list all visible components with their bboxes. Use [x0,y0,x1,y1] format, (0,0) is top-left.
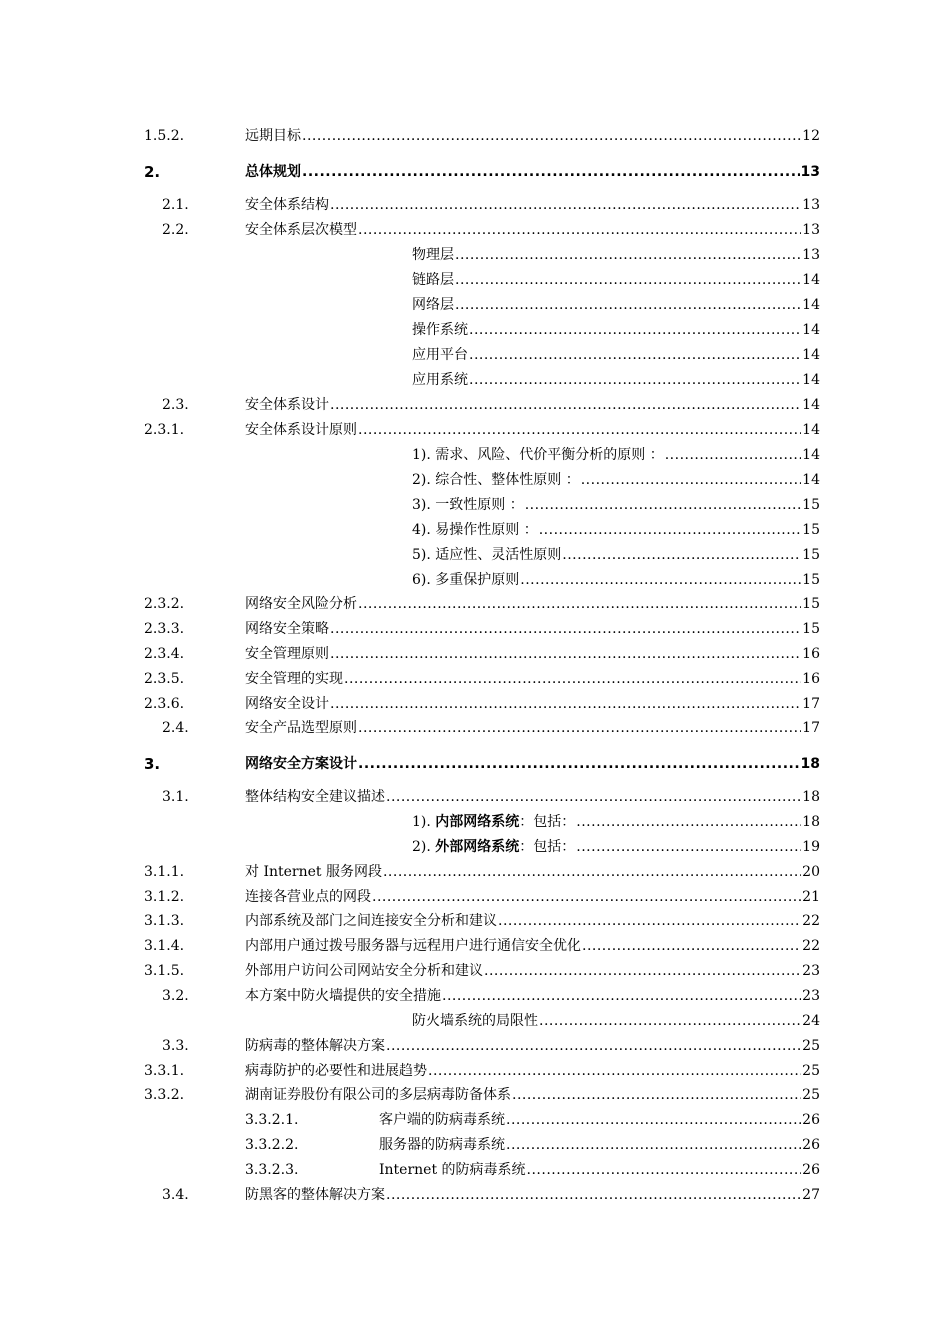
toc-entry [245,592,820,616]
toc-leader [576,835,801,859]
toc-page: 15 [802,547,820,563]
toc-entry [245,785,820,809]
toc-row[interactable] [0,885,950,909]
toc-title: 服务器的防病毒系统 [379,1137,505,1153]
toc-entry [245,418,820,442]
toc-page: 12 [802,128,820,144]
toc-title: 网络安全风险分析 [245,596,357,612]
toc-row[interactable] [0,193,950,217]
toc-row[interactable] [0,860,950,884]
toc-row-chapter[interactable] [0,752,950,776]
toc-leader [302,124,801,148]
toc-entry [245,667,820,691]
toc-row[interactable] [0,1183,950,1207]
toc-row[interactable] [0,1009,950,1033]
toc-entry [412,835,820,859]
toc-page: 26 [802,1162,820,1178]
toc-title [412,810,575,834]
toc-title: 对 Internet 服务网段 [245,864,382,880]
toc-leader [484,959,801,983]
toc-entry [245,218,820,242]
toc-page: 21 [802,889,820,905]
toc-entry [245,617,820,641]
toc-entry [245,1059,820,1083]
toc-title: 安全管理原则 [245,646,329,662]
toc-page: 13 [802,222,820,238]
toc-row[interactable] [0,984,950,1008]
toc-number: 3.3.2. [144,1087,185,1103]
toc-page: 15 [802,596,820,612]
toc-number: 3.3.2.3. [245,1162,299,1178]
toc-leader [455,293,801,317]
toc-row-chapter[interactable] [0,160,950,184]
toc-page: 18 [802,789,820,805]
toc-leader [665,443,801,467]
toc-leader [386,1034,801,1058]
toc-leader [455,268,801,292]
toc-page: 27 [802,1187,820,1203]
toc-entry [245,193,820,217]
toc-leader [383,860,801,884]
toc-page: 14 [802,272,820,288]
toc-entry [245,642,820,666]
toc-number: 2.4. [162,720,189,736]
toc-entry [412,493,820,517]
toc-entry [245,692,820,716]
toc-page: 14 [802,447,820,463]
toc-title: 连接各营业点的网段 [245,889,371,905]
toc-page: 25 [802,1063,820,1079]
toc-number: 2.3.3. [144,621,185,637]
toc-row[interactable] [0,568,950,592]
toc-row[interactable] [0,692,950,716]
toc-page: 15 [802,522,820,538]
toc-title: 网络安全设计 [245,696,329,712]
toc-title: 网络层 [412,297,454,313]
toc-row[interactable] [0,393,950,417]
toc-title: 病毒防护的必要性和进展趋势 [245,1063,427,1079]
toc-page: 23 [802,988,820,1004]
toc-title: 安全体系设计原则 [245,422,357,438]
toc-title: 应用系统 [412,372,468,388]
toc-leader [344,667,801,691]
toc-leader [358,752,800,776]
toc-page: 20 [802,864,820,880]
toc-leader [498,909,801,933]
toc-title: 本方案中防火墙提供的安全措施 [245,988,441,1004]
toc-title: 远期目标 [245,128,301,144]
toc-title: 安全体系结构 [245,197,329,213]
toc-entry [245,752,820,776]
toc-entry [245,984,820,1008]
toc-row[interactable] [0,1133,950,1157]
toc-leader [576,810,801,834]
toc-entry [412,293,820,317]
toc-entry [245,934,820,958]
toc-page: 25 [802,1038,820,1054]
toc-entry [245,160,820,184]
toc-page: 17 [802,696,820,712]
toc-leader [442,984,801,1008]
toc-number: 3.1.4. [144,938,185,954]
toc-page: 17 [802,720,820,736]
toc-number: 3.1.5. [144,963,185,979]
toc-page: 25 [802,1087,820,1103]
toc-entry [412,243,820,267]
toc-row[interactable] [0,785,950,809]
toc-row[interactable] [0,443,950,467]
toc-leader [506,1133,801,1157]
toc-title: 总体规划 [245,164,301,180]
toc-entry [379,1108,820,1132]
toc-number: 3.3.1. [144,1063,185,1079]
toc-row[interactable] [0,368,950,392]
toc-number: 2.3.4. [144,646,185,662]
toc-row[interactable] [0,1108,950,1132]
toc-row[interactable] [0,493,950,517]
toc-entry [412,268,820,292]
toc-title: 3). 一致性原则 ： [412,497,524,513]
toc-page: 14 [802,347,820,363]
toc-number: 2.3.1. [144,422,185,438]
toc-row[interactable] [0,617,950,641]
toc-title: 客户端的防病毒系统 [379,1112,505,1128]
toc-entry [412,443,820,467]
toc-leader [520,568,801,592]
toc-title: 6). 多重保护原则 [412,572,520,588]
toc-row[interactable] [0,343,950,367]
toc-leader [527,1158,802,1182]
toc-title: 网络安全方案设计 [245,756,357,772]
toc-entry [245,1083,820,1107]
toc-leader [512,1083,801,1107]
toc-number: 3. [144,755,161,773]
toc-row[interactable] [0,418,950,442]
toc-row[interactable] [0,243,950,267]
toc-leader [358,716,801,740]
toc-title: 1). 需求、风险、代价平衡分析的原则 ： [412,447,664,463]
toc-row[interactable] [0,642,950,666]
toc-title-prefix: 2). [412,839,436,855]
toc-number: 2.3.2. [144,596,185,612]
toc-title-rest: ：包括： [519,814,576,830]
toc-entry [245,909,820,933]
toc-row[interactable] [0,716,950,740]
toc-number: 3.1.3. [144,913,185,929]
toc-entry [245,959,820,983]
toc-title: 物理层 [412,247,454,263]
toc-number: 2.3.6. [144,696,185,712]
toc-entry [245,1034,820,1058]
toc-leader [581,468,801,492]
toc-leader [455,243,801,267]
toc-entry [245,393,820,417]
toc-row[interactable] [0,293,950,317]
toc-title: Internet 的防病毒系统 [379,1162,526,1178]
toc-leader [469,343,801,367]
toc-number: 3.1. [162,789,189,805]
toc-entry [412,518,820,542]
toc-row[interactable] [0,124,950,148]
toc-leader [358,592,801,616]
toc-leader [582,934,801,958]
toc-row[interactable] [0,318,950,342]
toc-title: 安全体系层次模型 [245,222,357,238]
toc-leader [330,617,801,641]
toc-title: 防病毒的整体解决方案 [245,1038,385,1054]
toc-page: 15 [802,497,820,513]
toc-title [412,835,575,859]
toc-title-prefix: 1). [412,814,436,830]
toc-leader [469,368,801,392]
toc-page: 14 [802,472,820,488]
toc-row[interactable] [0,667,950,691]
toc-title: 网络安全策略 [245,621,329,637]
toc-title: 湖南证券股份有限公司的多层病毒防备体系 [245,1087,511,1103]
toc-title-bold: 内部网络系统 [435,814,520,830]
toc-number: 3.1.1. [144,864,185,880]
toc-row[interactable] [0,268,950,292]
toc-leader [469,318,801,342]
toc-entry [245,124,820,148]
toc-number: 2.3. [162,397,189,413]
toc-leader [386,785,801,809]
toc-page: 13 [800,164,820,180]
toc-row[interactable] [0,959,950,983]
toc-title: 防火墙系统的局限性 [412,1013,538,1029]
toc-title: 防黑客的整体解决方案 [245,1187,385,1203]
toc-entry [412,1009,820,1033]
toc-leader [562,543,801,567]
toc-number: 2. [144,163,161,181]
toc-page: 18 [800,756,820,772]
toc-page: 14 [802,297,820,313]
toc-page: 22 [802,913,820,929]
toc-entry [412,810,820,834]
toc-page: 13 [802,247,820,263]
toc-page: 26 [802,1112,820,1128]
toc-title: 链路层 [412,272,454,288]
toc-row[interactable] [0,1158,950,1182]
toc-entry [245,860,820,884]
toc-page: 15 [802,621,820,637]
toc-page: 14 [802,397,820,413]
toc-page: 16 [802,671,820,687]
toc-leader [539,518,801,542]
toc-entry [412,368,820,392]
toc-page: 26 [802,1137,820,1153]
toc-number: 3.3.2.2. [245,1137,299,1153]
toc-number: 2.3.5. [144,671,185,687]
toc-row[interactable] [0,468,950,492]
toc-page: 14 [802,322,820,338]
toc-row[interactable] [0,1034,950,1058]
toc-entry [379,1158,820,1182]
toc-entry [245,716,820,740]
toc-number: 2.2. [162,222,189,238]
toc-leader [525,493,801,517]
toc-title: 内部用户通过拨号服务器与远程用户进行通信安全优化 [245,938,581,954]
toc-title: 操作系统 [412,322,468,338]
toc-row[interactable] [0,934,950,958]
toc-row[interactable] [0,909,950,933]
toc-title-rest: ：包括： [519,839,576,855]
toc-leader [330,193,801,217]
toc-number: 3.3. [162,1038,189,1054]
toc-number: 3.1.2. [144,889,185,905]
toc-leader [539,1009,801,1033]
toc-entry [412,543,820,567]
toc-page: 24 [802,1013,820,1029]
toc-page: 15 [802,572,820,588]
toc-leader [330,692,801,716]
toc-leader [506,1108,801,1132]
toc-number: 1.5.2. [144,128,185,144]
toc-page: 13 [802,197,820,213]
toc-title-bold: 外部网络系统 [435,839,520,855]
toc-title: 安全产品选型原则 [245,720,357,736]
toc-title: 4). 易操作性原则 ： [412,522,538,538]
toc-leader [358,218,801,242]
toc-leader [358,418,801,442]
toc-title: 外部用户访问公司网站安全分析和建议 [245,963,483,979]
toc-title: 安全管理的实现 [245,671,343,687]
toc-entry [412,318,820,342]
toc-page: 23 [802,963,820,979]
toc-entry [245,885,820,909]
toc-leader [330,642,801,666]
toc-title: 内部系统及部门之间连接安全分析和建议 [245,913,497,929]
toc-row[interactable] [0,835,950,859]
toc-row[interactable] [0,518,950,542]
toc-row[interactable] [0,1083,950,1107]
toc-leader [330,393,801,417]
toc-title: 安全体系设计 [245,397,329,413]
toc-title: 整体结构安全建议描述 [245,789,385,805]
toc-leader [428,1059,801,1083]
toc-page: 18 [802,814,820,830]
toc-row[interactable] [0,543,950,567]
toc-page: 19 [802,839,820,855]
toc-leader [372,885,801,909]
toc-entry [412,468,820,492]
toc-entry [412,343,820,367]
toc-title: 5). 适应性、灵活性原则 [412,547,562,563]
toc-entry [245,1183,820,1207]
toc-number: 2.1. [162,197,189,213]
toc-number: 3.4. [162,1187,189,1203]
toc-number: 3.3.2.1. [245,1112,299,1128]
toc-entry [412,568,820,592]
toc-leader [302,160,800,184]
toc-page: 14 [802,372,820,388]
toc-number: 3.2. [162,988,189,1004]
toc-row[interactable] [0,592,950,616]
toc-leader [386,1183,801,1207]
toc-row[interactable] [0,1059,950,1083]
toc-page: 22 [802,938,820,954]
toc-row[interactable] [0,218,950,242]
toc-page: 16 [802,646,820,662]
toc-title: 应用平台 [412,347,468,363]
toc-title: 2). 综合性、整体性原则 ： [412,472,580,488]
toc-entry [379,1133,820,1157]
toc-row[interactable] [0,810,950,834]
toc-page: 14 [802,422,820,438]
